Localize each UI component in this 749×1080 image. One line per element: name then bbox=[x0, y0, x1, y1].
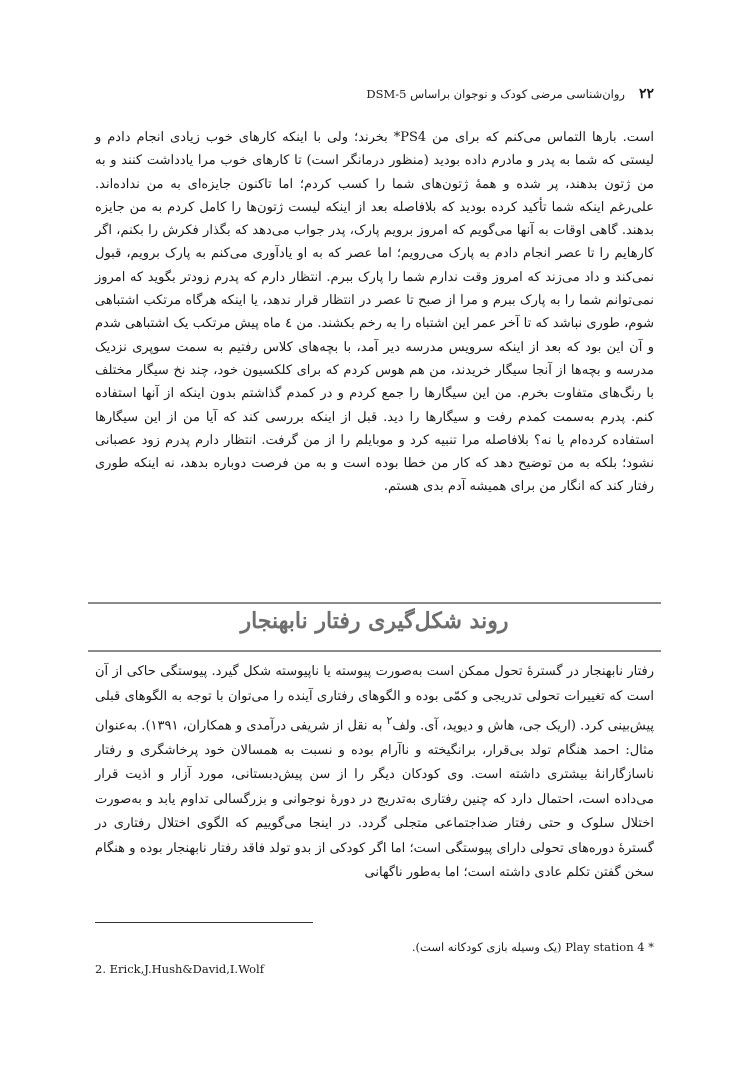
page-header bbox=[95, 86, 654, 102]
main-paragraph: است. بارها التماس می‌کنم که برای من PS4* بخرند؛ ولی با اینکه کارهای خوب زیادی انجام دادم و لیستی که شما به پدر و مادرم داده بودید (منظور درمانگر است) تا کارهای خوب مرا یادداشت کنند و به من ژتون بدهند، پر شده و همهٔ ژتون‌های شما را کسب کردم؛ اما تاکنون جایزه‌ای به من نداده‌اند. علی‌رغم اینکه شما تأکید کرده بودید که بلافاصله بعد از اینکه لیست ژتون‌ها را کامل کردم به من جایزه بدهند. گاهی اوقات به آنها می‌گویم که امروز برویم پارک، پدر جواب می‌دهد که بگذار فکرش را بکنم، اگر کارهایم را تا عصر انجام دادم به پارک می‌رویم؛ اما عصر که به او یادآوری می‌کنم به پارک برویم، قبول نمی‌کند و داد می‌زند که امروز وقت ندارم شما را پارک ببرم. انتظار دارم که پدرم زودتر بگوید که امروز نمی‌توانم شما را به پارک ببرم و مرا از صبح تا عصر در انتظار قرار ندهد، یا اینکه هرگاه مرتکب اشتباهی شوم، طوری نباشد که تا آخر عمر این اشتباه را به رخم بکشند. من ٤ ماه پیش مرتکب یک اشتباهی شدم و آن این بود که بعد از اینکه سرویس مدرسه دیر آمد، با بچه‌های کلاس رفتیم به سمت سوپری نزدیک مدرسه و بچه‌ها از آنجا سیگار خریدند، من هم هوس کردم که برای کلکسیون خود، چند نخ سیگار مختلف با رنگ‌های متفاوت بخرم. من این سیگارها را جمع کردم و در کمدم گذاشتم بدون اینکه از آنها استفاده کنم. پدرم به‌سمت کمدم رفت و سیگارها را دید. قبل از اینکه بررسی کند که آیا من از این سیگارها استفاده کرده‌ام یا نه؟ بلافاصله مرا تنبیه کرد و موبایلم را از من گرفت. انتظار دارم پدرم زود عصبانی نشود؛ بلکه به من توضیح دهد که کار من خطا بوده است و به من فرصت دوباره بدهد، نه اینکه طوری رفتار کند که انگار من برای همیشه آدم بدی هستم. bbox=[95, 130, 654, 495]
running-title: روان‌شناسی مرضی کودک و نوجوان براساس DSM-5 bbox=[366, 87, 625, 101]
section-bottom-rule bbox=[88, 650, 661, 652]
page-number: ۲۲ bbox=[638, 86, 654, 102]
section-body bbox=[95, 660, 654, 886]
footnote-divider bbox=[95, 922, 313, 923]
section-top-rule bbox=[88, 602, 661, 604]
footnote-latin: 2. Erick,J.Hush&David,I.Wolf bbox=[95, 962, 264, 976]
section-title: روند شکل‌گیری رفتار نابهنجار bbox=[240, 608, 509, 634]
footnote-star: * Play station 4 (یک وسیله بازی کودکانه است). bbox=[411, 940, 654, 954]
section-body-part-2: به نقل از شریفی درآمدی و همکاران، ۱۳۹۱). به‌عنوان مثال: احمد هنگام تولد بی‌قرار، برانگیخته و ناآرام بوده و نسبت به همسالان خود پرخاشگری و رفتار ناسازگارانهٔ بیشتری داشته است. وی کودکان دیگر را از سن پیش‌دبستانی، مورد آزار و اذیت قرار می‌داده است، احتمال دارد که چنین رفتاری به‌تدریج در دورهٔ نوجوانی و بزرگسالی تداوم یابد و به‌صورت اختلال سلوک و حتی رفتار ضداجتماعی متجلی گردد. در اینجا می‌گوییم که الگوی اختلال رفتاری در گسترهٔ دوره‌های تحولی دارای پیوستگی است؛ اما اگر کودکی از بدو تولد فاقد رفتار نابهنجار بوده و هنگام سخن گفتن تکلم عادی داشته است؛ اما به‌طور ناگهانی bbox=[95, 718, 654, 881]
footnote-reference: ۲ bbox=[386, 714, 393, 727]
section-body-part-1: رفتار نابهنجار در گسترهٔ تحول ممکن است به‌صورت پیوسته یا ناپیوسته شکل گیرد. پیوستگی حاکی از آن است که تغییرات تحولی تدریجی و کمّی بوده و الگوهای رفتاری آینده را می‌توان با توجه به الگوهای قبلی پیش‌بینی کرد. (اریک جی، هاش و دیوید، آی. ولف bbox=[95, 664, 654, 734]
